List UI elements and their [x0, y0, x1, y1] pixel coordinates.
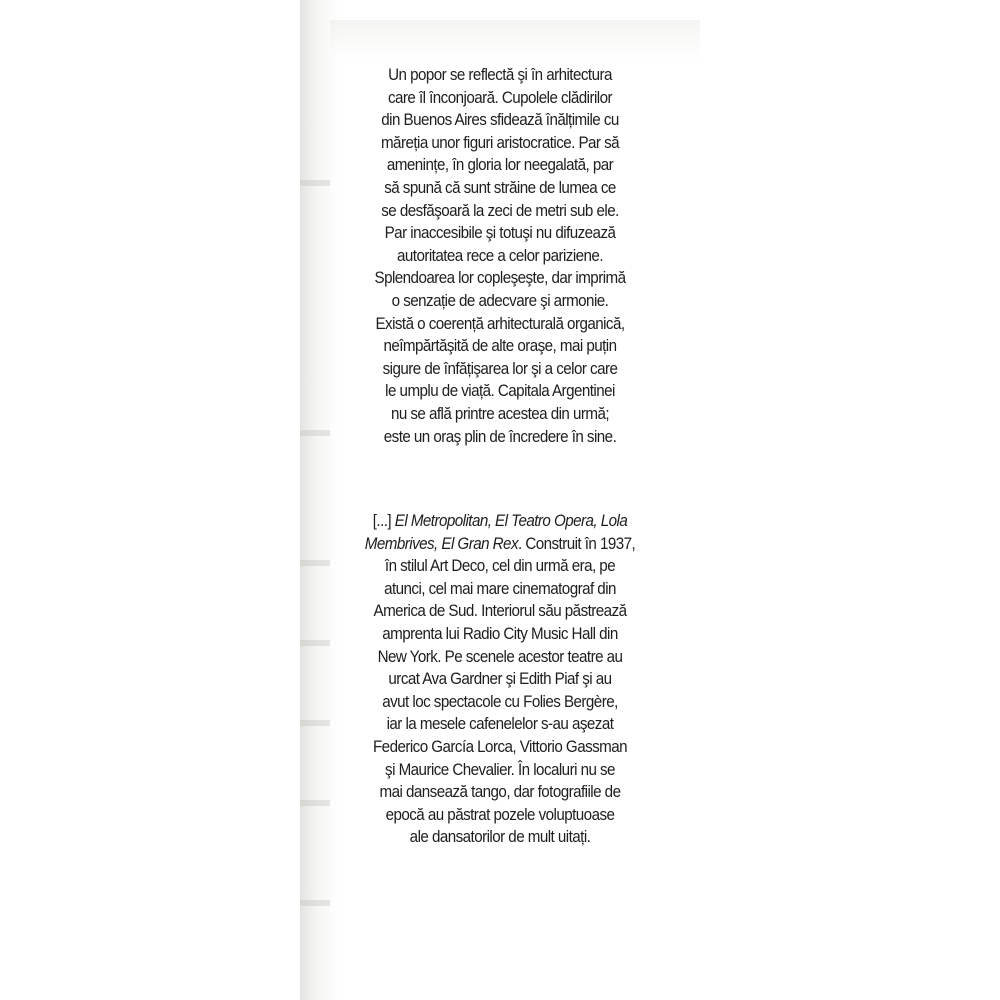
text-line: Splendoarea lor copleşeşte, dar imprimă [374, 269, 626, 288]
text-line: autoritatea rece a celor pariziene. [397, 246, 603, 265]
text-line: din Buenos Aires sfidează înălțimile cu [381, 111, 619, 130]
text-line: se desfăşoară la zeci de metri sub ele. [381, 201, 619, 220]
text-line: iar la mesele cafenelelor s-au aşezat [386, 715, 614, 734]
text-line: mai dansează tango, dar fotografiile de [379, 783, 621, 802]
text-line: în stilul Art Deco, cel din urmă era, pe [384, 557, 616, 576]
text-line: le umplu de viață. Capitala Argentinei [385, 382, 615, 401]
text-line: neîmpărtăşită de alte oraşe, mai puțin [383, 337, 617, 356]
text-line: sigure de înfățişarea lor şi a celor care [382, 359, 618, 378]
faded-background-top [330, 20, 700, 60]
paragraph-architecture [344, 64, 657, 448]
text-line: o senzație de adecvare şi armonie. [391, 291, 609, 310]
text-line: Par inaccesibile şi totuşi nu difuzează [384, 224, 616, 243]
text-line [344, 510, 657, 533]
text-line: America de Sud. Interiorul său păstrează [373, 602, 627, 621]
text-line: este un oraş plin de încredere în sine. [383, 427, 617, 446]
photo-strip-band [300, 800, 330, 806]
text-line: atunci, cel mai mare cinematograf din [384, 579, 616, 598]
text-line: urcat Ava Gardner şi Edith Piaf şi au [388, 670, 612, 689]
text-line: şi Maurice Chevalier. În localuri nu se [385, 760, 615, 779]
text-line: ale dansatorilor de mult uitați. [409, 828, 591, 847]
faded-photo-strip [300, 0, 340, 1000]
photo-strip-band [300, 430, 330, 436]
photo-strip-band [300, 560, 330, 566]
text-line: măreția unor figuri aristocratice. Par să [380, 133, 620, 152]
text-line: Federico García Lorca, Vittorio Gassman [372, 738, 628, 757]
text-line: Un popor se reflectă şi în arhitectura [388, 66, 612, 84]
text-line: care îl înconjoară. Cupolele clădirilor [387, 88, 613, 107]
theatre-names-italic: El Metropolitan, El Teatro Opera, Lola [394, 512, 628, 531]
text-column [344, 64, 657, 849]
theatre-names-italic: Membrives, El Gran Rex [364, 534, 518, 553]
photo-strip-band [300, 180, 330, 186]
text-line: New York. Pe scenele acestor teatre au [377, 647, 623, 666]
text-line: amenințe, în gloria lor neegalată, par [386, 156, 614, 175]
text-line [344, 533, 657, 556]
text-line: Există o coerență arhitecturală organică, [375, 314, 625, 333]
text-line: să spună că sunt străine de lumea ce [384, 178, 616, 197]
ellipsis-prefix: [...] [372, 512, 395, 531]
text-line: nu se află printre acestea din urmă; [390, 404, 610, 423]
photo-strip-band [300, 720, 330, 726]
paragraph-theatres [344, 510, 657, 849]
text-line: epocă au păstrat pozele voluptuoase [385, 805, 615, 824]
photo-strip-band [300, 640, 330, 646]
photo-strip-band [300, 900, 330, 906]
text-line: avut loc spectacole cu Folies Bergère, [382, 692, 618, 711]
text-line: amprenta lui Radio City Music Hall din [382, 625, 618, 644]
text-suffix: . Construit în 1937, [517, 534, 636, 553]
